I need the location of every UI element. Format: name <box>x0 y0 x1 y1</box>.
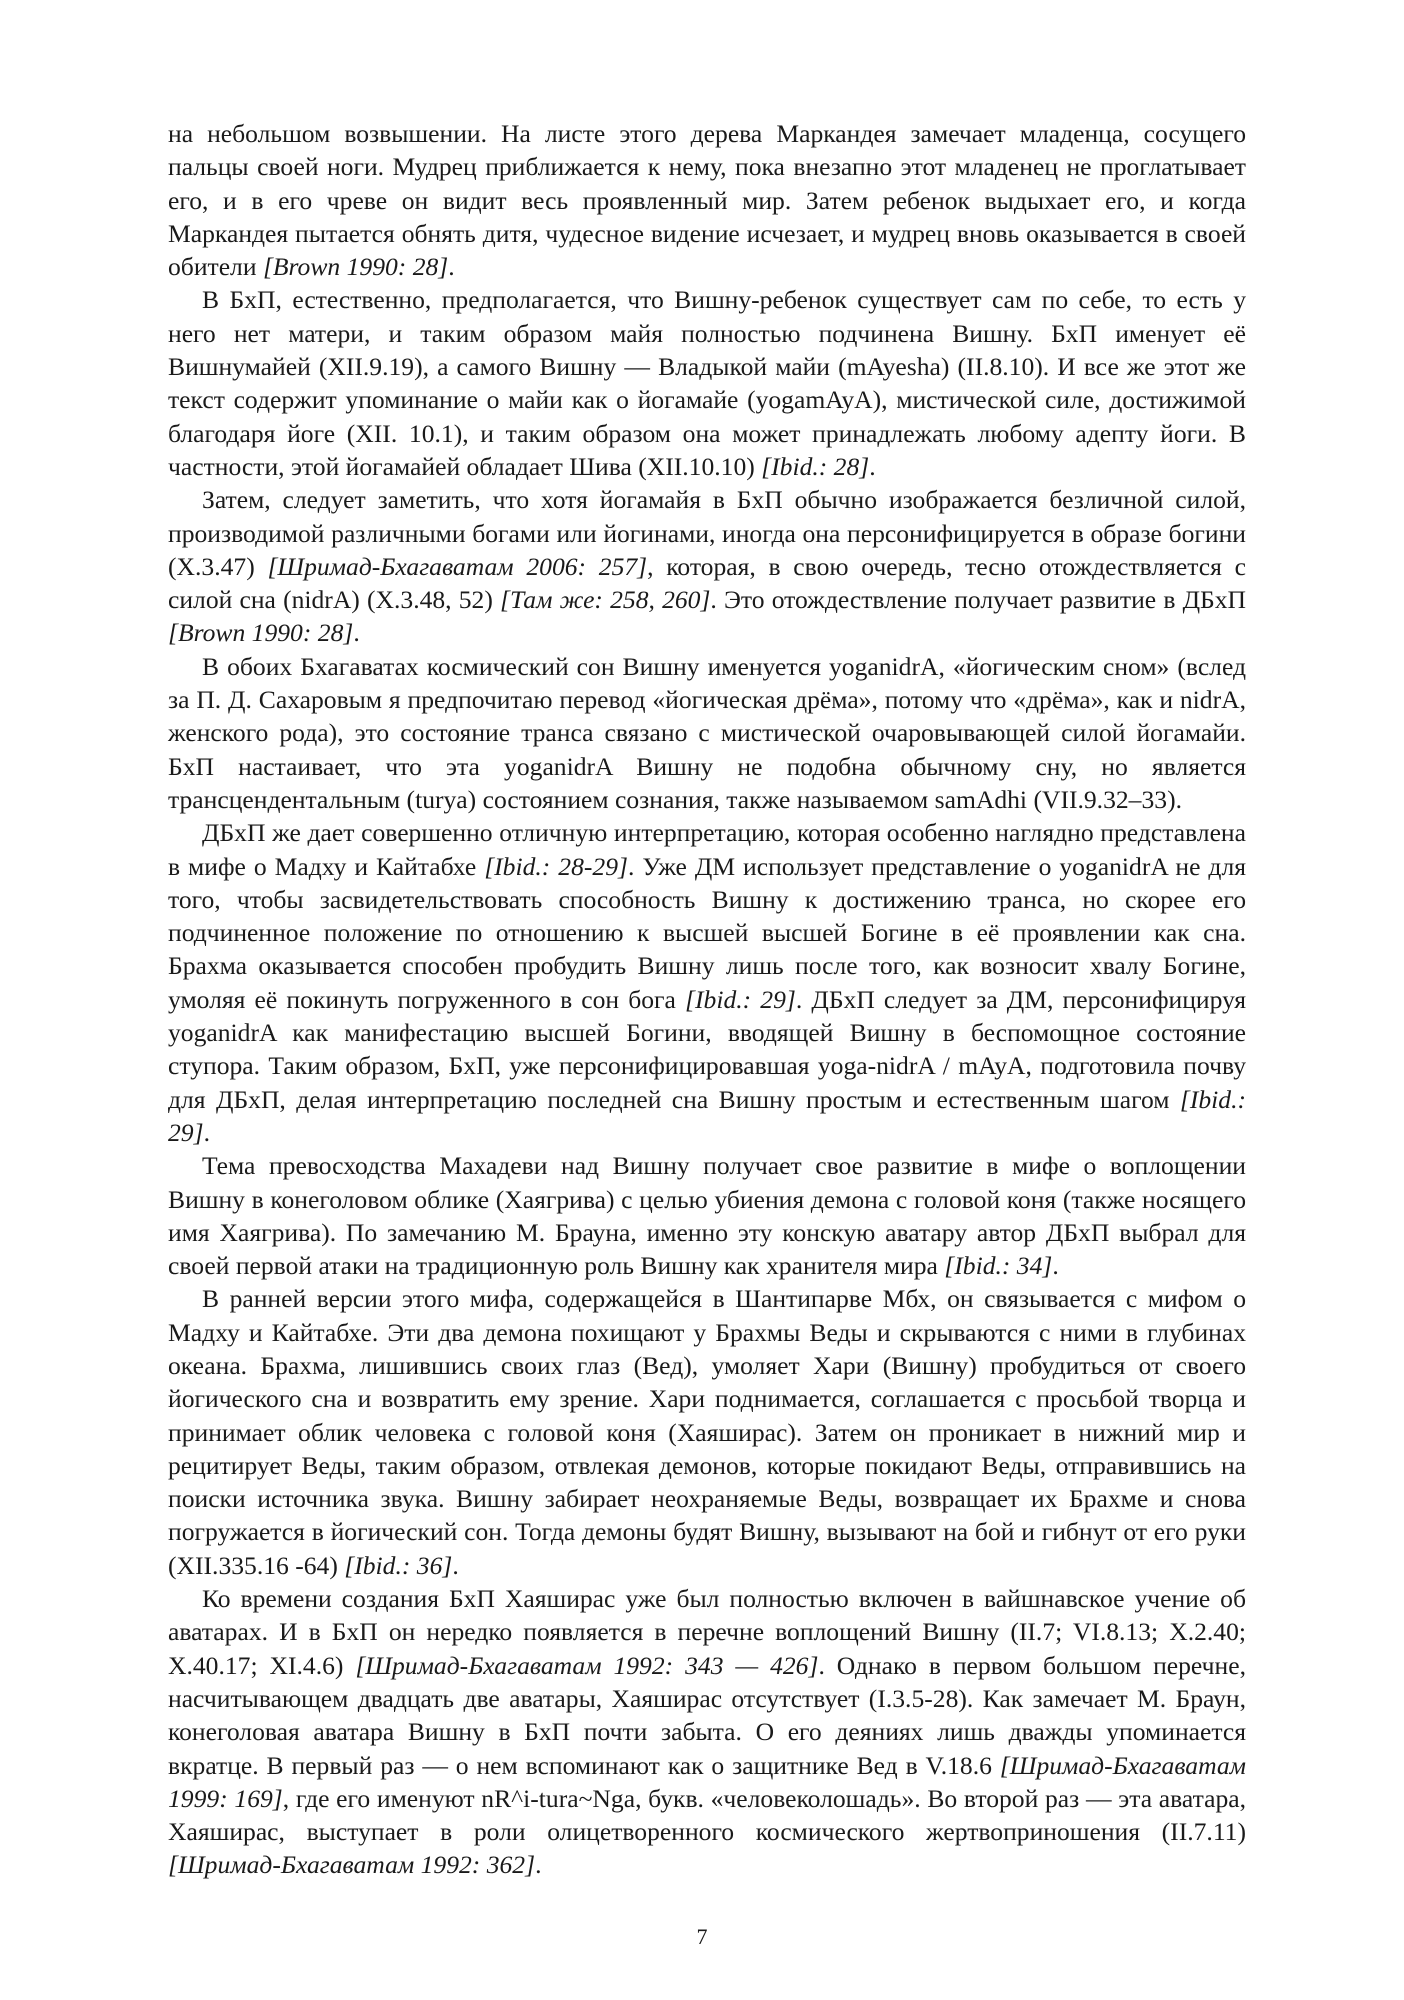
text-run: . <box>869 451 876 481</box>
text-run: , которая, в свою очередь, тесно отождествляется с силой сна (nidrA) (X.3.48, 52) <box>168 551 1246 615</box>
text-run: В обоих Бхагаватах космический сон Вишну именуется yoganidrA, «йогическим сном» (вслед за П. Д. Сахаровым я предпочитаю перевод «йогическая дрёма», потому что «дрёма», как и nidrA, женского рода), это состояние транса связано с мистической очаровывающей силой йогамайи. БхП настаивает, что эта yoganidrA Вишну не подобна обычному сну, но является трансцендентальным (turya) состоянием сознания, также называемом samAdhi (VII.9.32–33). <box>168 651 1246 814</box>
paragraph <box>168 1149 1246 1282</box>
paragraph <box>168 650 1246 816</box>
text-run: . Уже ДМ использует представление о yoganidrA не для того, чтобы засвидетельствовать способность Вишну к достижению транса, но скорее его подчиненное положение по отношению к высшей высшей Богине в её проявлении как сна. Брахма оказывается способен пробудить Вишну лишь после того, как возносит хвалу Богине, умоляя её покинуть погруженного в сон бога <box>168 851 1246 1014</box>
citation: [Brown 1990: 28] <box>168 618 354 648</box>
text-run: . <box>1052 1251 1059 1281</box>
text-run: В БхП, естественно, предполагается, что Вишну-ребенок существует сам по себе, то есть у него нет матери, и таким образом майя полностью подчинена Вишну. БхП именует её Вишнумайей (XII.9.19), а самого Вишну — Владыкой майи (mAyesha) (II.8.10). И все же этот же текст содержит упоминание о майи как о йогамайе (yogamAyA), мистической силе, достижимой благодаря йоге (XII. 10.1), и таким образом она может принадлежать любому адепту йоги. В частности, этой йогамайей обладает Шива (XII.10.10) <box>168 285 1246 481</box>
paragraph <box>168 283 1246 483</box>
citation: [Шримад-Бхагаватам 1992: 343 — 426] <box>355 1650 819 1680</box>
text-run: . ДБхП следует за ДМ, персонифицируя yoganidrA как манифестацию высшей Богини, вводящей Вишну в беспомощное состояние ступора. Таким образом, БхП, уже персонифицировавшая yoga-nidrA / mAyA, подготовила почву для ДБхП, делая интерпретацию последней сна Вишну простым и естественным шагом <box>168 984 1247 1114</box>
citation: [Ibid.: 36] <box>344 1550 453 1580</box>
citation: [Ibid.: 28] <box>761 451 870 481</box>
citation: [Шримад-Бхагаватам 1999: 169] <box>168 1750 1246 1813</box>
text-run: . <box>353 618 360 648</box>
text-run: ДБхП же дает совершенно отличную интерпретацию, которая особенно наглядно представлена в мифе о Мадху и Кайтабхе <box>168 818 1246 881</box>
citation: [Шримад-Бхагаватам 2006: 257] <box>267 551 648 581</box>
text-run: В ранней версии этого мифа, содержащейся в Шантипарве Мбх, он связывается с мифом о Мадху и Кайтабхе. Эти два демона похищают у Брахмы Веды и скрываются с ними в глубинах океана. Брахма, лишившись своих глаз (Вед), умоляет Хари (Вишну) пробудиться от своего йогического сна и возвратить ему зрение. Хари поднимается, соглашается с просьбой творца и принимает облик человека с головой коня (Хаяширас). Затем он проникает в нижний мир и рецитирует Веды, таким образом, отвлекая демонов, которые покидают Веды, отправившись на поиски источника звука. Вишну забирает неохраняемые Веды, возвращает их Брахме и снова погружается в йогический сон. Тогда демоны будят Вишну, вызывают на бой и гибнут от его руки (XII.335.16 -64) <box>168 1284 1246 1580</box>
page-number: 7 <box>696 1924 708 1949</box>
citation: [Brown 1990: 28] <box>262 252 449 282</box>
citation: [Ibid.: 29] <box>685 984 796 1014</box>
citation: [Ibid.: 29] <box>168 1084 1246 1147</box>
text-run: , где его именуют nR^i-tura~Nga, букв. «человеколошадь». Во второй раз — эта аватара, Хаяширас, выступает в роли олицетворенного космического жертвоприношения (II.7.11) <box>168 1783 1246 1847</box>
text-run: . <box>203 1117 210 1147</box>
paragraph <box>168 1282 1246 1582</box>
citation: [Там же: 258, 260] <box>500 585 711 615</box>
text-run: Затем, следует заметить, что хотя йогамайя в БхП обычно изображается безличной силой, производимой различными богами или йогинами, иногда она персонифицируется в образе богини (X.3.47) <box>168 485 1246 581</box>
text-run: . <box>452 1550 459 1580</box>
paragraph <box>168 1582 1246 1882</box>
citation: [Шримад-Бхагаватам 1992: 362] <box>168 1850 536 1880</box>
text-run: . <box>448 252 455 282</box>
text-run: . <box>535 1850 542 1880</box>
text-run: . Однако в первом большом перечне, насчитывающем двадцать две аватары, Хаяширас отсутствует (I.3.5-28). Как замечает М. Браун, конеголовая аватара Вишну в БхП почти забыта. О его деяниях лишь дважды упоминается вкратце. В первый раз — о нем вспоминают как о защитнике Вед в V.18.6 <box>168 1650 1246 1780</box>
citation: [Ibid.: 28-29] <box>484 851 628 881</box>
paragraph <box>168 117 1246 283</box>
text-run: Тема превосходства Махадеви над Вишну получает свое развитие в мифе о воплощении Вишну в конеголовом облике (Хаягрива) с целью убиения демона с головой коня (также носящего имя Хаягрива). По замечанию М. Брауна, именно эту конскую аватару автор ДБхП выбрал для своей первой атаки на традиционную роль Вишну как хранителя мира <box>168 1151 1246 1281</box>
text-run: на небольшом возвышении. На листе этого дерева Маркандея замечает младенца, сосущего пальцы своей ноги. Мудрец приближается к нему, пока внезапно этот младенец не проглатывает его, и в его чреве он видит весь проявленный мир. Затем ребенок выдыхает его, и когда Маркандея пытается обнять дитя, чудесное видение исчезает, и мудрец вновь оказывается в своей обители <box>168 119 1246 282</box>
paragraph <box>168 816 1246 1149</box>
body-text <box>168 117 1246 1882</box>
paragraph <box>168 483 1246 649</box>
text-run: Ко времени создания БхП Хаяширас уже был полностью включен в вайшнавское учение об аватарах. И в БхП он нередко появляется в перечне воплощений Вишну (II.7; VI.8.13; X.2.40; X.40.17; XI.4.6) <box>168 1584 1246 1680</box>
citation: [Ibid.: 34] <box>944 1251 1053 1281</box>
text-run: . Это отождествление получает развитие в ДБхП <box>710 585 1246 615</box>
